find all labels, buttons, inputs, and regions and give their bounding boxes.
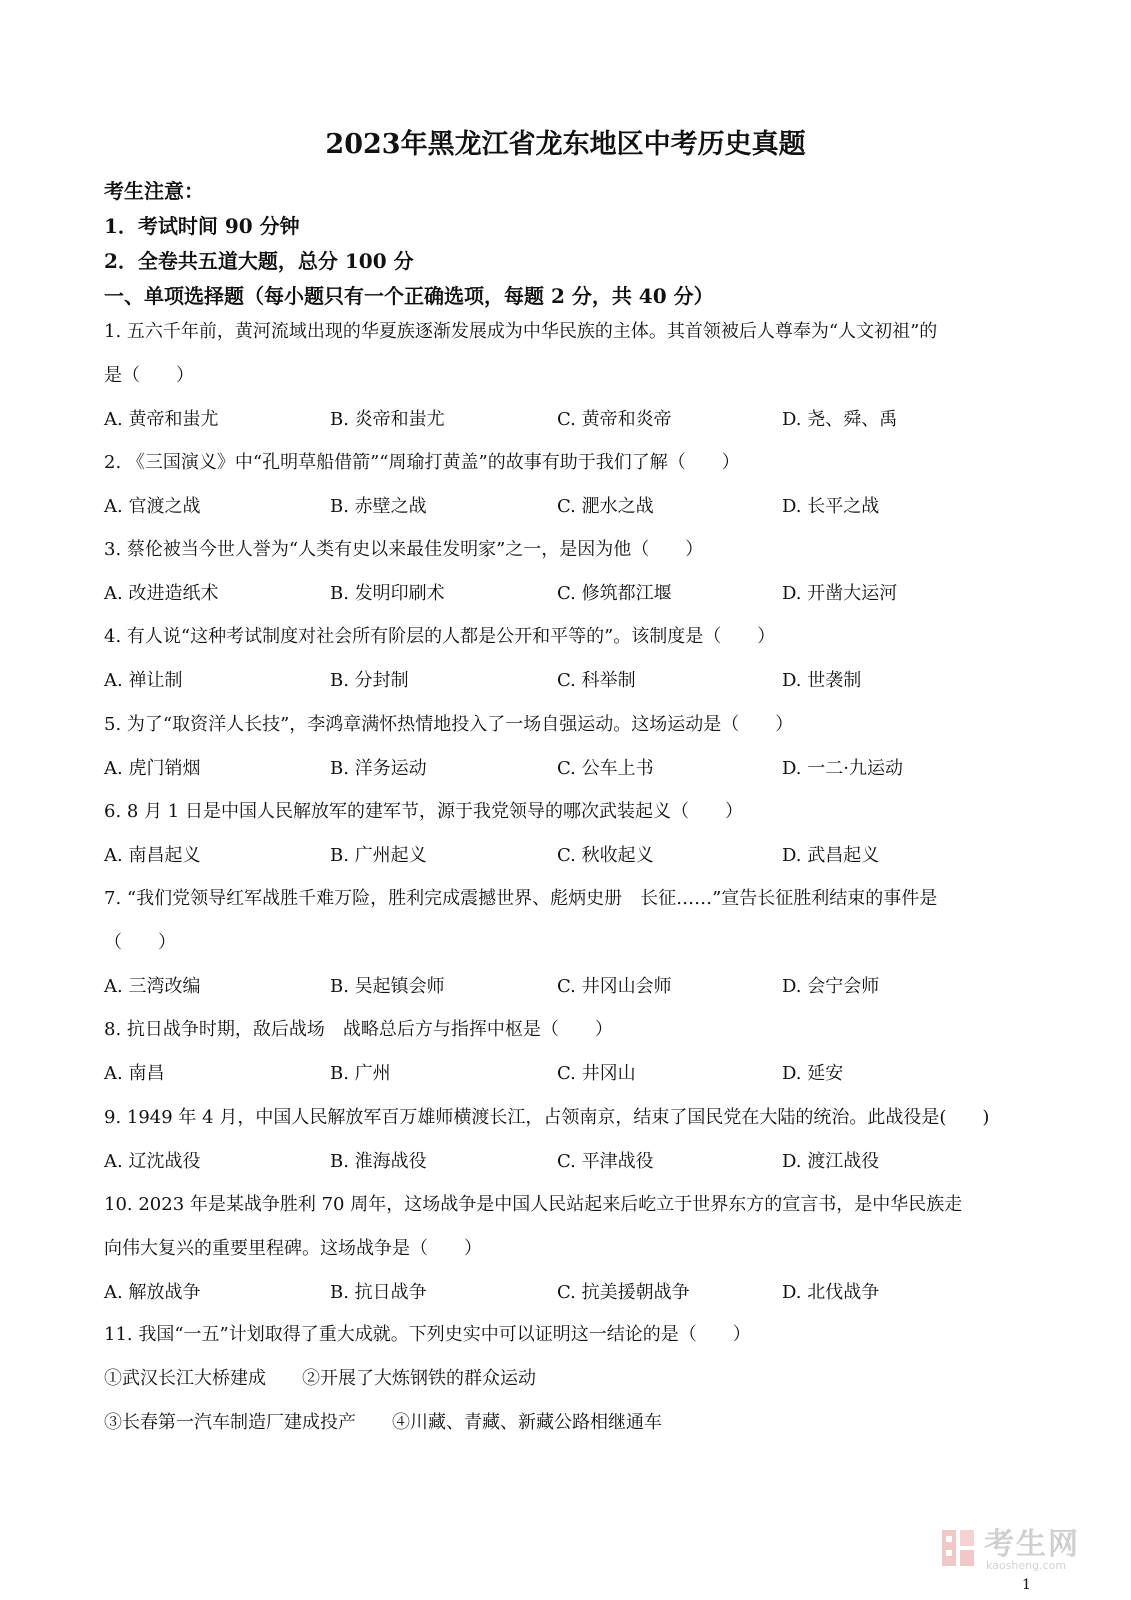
question-2-line-1: 2. 《三国演义》中“孔明草船借箭”“周瑜打黄盖”的故事有助于我们了解（ ） [104, 452, 740, 473]
question-7-option-c: C. 井冈山会师 [557, 976, 672, 997]
question-10-option-a: A. 解放战争 [104, 1282, 201, 1303]
question-6-line-1: 6. 8 月 1 日是中国人民解放军的建军节，源于我党领导的哪次武装起义（ ） [104, 801, 743, 822]
section-heading: 一、单项选择题（每小题只有一个正确选项，每题 2 分，共 40 分） [104, 284, 714, 308]
question-1-line-2: 是（ ） [104, 365, 194, 386]
question-4-option-d: D. 世袭制 [782, 670, 862, 691]
question-5-option-d: D. 一二·九运动 [782, 758, 903, 779]
question-6-option-d: D. 武昌起义 [782, 845, 880, 866]
question-2-option-d: D. 长平之战 [782, 496, 880, 517]
question-8-option-c: C. 井冈山 [557, 1063, 636, 1084]
question-8-line-1: 8. 抗日战争时期，敌后战场 战略总后方与指挥中枢是（ ） [104, 1019, 613, 1040]
question-5-line-1: 5. 为了“取资洋人长技”，李鸿章满怀热情地投入了一场自强运动。这场运动是（ ） [104, 714, 794, 735]
notice-heading: 考生注意： [104, 179, 204, 203]
question-5-option-b: B. 洋务运动 [330, 758, 427, 779]
question-4-option-b: B. 分封制 [330, 670, 409, 691]
question-3-option-a: A. 改进造纸术 [104, 583, 219, 604]
question-11-statements-3-4: ③长春第一汽车制造厂建成投产 ④川藏、青藏、新藏公路相继通车 [104, 1412, 662, 1433]
page-number: 1 [1022, 1577, 1031, 1593]
question-7-option-a: A. 三湾改编 [104, 976, 201, 997]
question-11-statements-1-2: ①武汉长江大桥建成 ②开展了大炼钢铁的群众运动 [104, 1368, 536, 1389]
question-7-option-d: D. 会宁会师 [782, 976, 880, 997]
question-9-line-1: 9. 1949 年 4 月，中国人民解放军百万雄师横渡长江，占领南京，结束了国民党在大陆的统治。此战役是( ) [104, 1107, 990, 1128]
question-6-option-b: B. 广州起义 [330, 845, 427, 866]
question-9-option-c: C. 平津战役 [557, 1151, 654, 1172]
watermark [940, 1528, 1110, 1574]
question-8-option-b: B. 广州 [330, 1063, 391, 1084]
question-3-option-c: C. 修筑都江堰 [557, 583, 672, 604]
question-9-option-b: B. 淮海战役 [330, 1151, 427, 1172]
question-4-line-1: 4. 有人说“这种考试制度对社会所有阶层的人都是公开和平等的”。该制度是（ ） [104, 626, 776, 647]
question-10-option-c: C. 抗美援朝战争 [557, 1282, 690, 1303]
question-9-option-d: D. 渡江战役 [782, 1151, 880, 1172]
question-3-option-b: B. 发明印刷术 [330, 583, 445, 604]
question-1-option-c: C. 黄帝和炎帝 [557, 409, 672, 430]
notice-item-score: 2．全卷共五道大题，总分 100 分 [104, 249, 414, 273]
question-3-line-1: 3. 蔡伦被当今世人誉为“人类有史以来最佳发明家”之一，是因为他（ ） [104, 539, 704, 560]
question-2-option-b: B. 赤壁之战 [330, 496, 427, 517]
question-5-option-c: C. 公车上书 [557, 758, 654, 779]
question-9-option-a: A. 辽沈战役 [104, 1151, 201, 1172]
question-10-option-b: B. 抗日战争 [330, 1282, 427, 1303]
question-6-option-a: A. 南昌起义 [104, 845, 201, 866]
question-5-option-a: A. 虎门销烟 [104, 758, 201, 779]
watermark-site: kaosheng.com [986, 1559, 1067, 1572]
question-10-line-1: 10. 2023 年是某战争胜利 70 周年，这场战争是中国人民站起来后屹立于世界东方的宣言书，是中华民族走 [104, 1194, 963, 1215]
question-4-option-a: A. 禅让制 [104, 670, 183, 691]
kaosheng-logo-icon [940, 1528, 976, 1568]
question-4-option-c: C. 科举制 [557, 670, 636, 691]
question-10-line-2: 向伟大复兴的重要里程碑。这场战争是（ ） [104, 1238, 482, 1259]
watermark-name: 考生网 [984, 1527, 1080, 1562]
question-11-line-1: 11. 我国“一五”计划取得了重大成就。下列史实中可以证明这一结论的是（ ） [104, 1324, 751, 1345]
page-title: 2023年黑龙江省龙东地区中考历史真题 [325, 129, 806, 160]
question-10-option-d: D. 北伐战争 [782, 1282, 880, 1303]
question-6-option-c: C. 秋收起义 [557, 845, 654, 866]
notice-item-time: 1．考试时间 90 分钟 [104, 214, 300, 238]
question-7-option-b: B. 吴起镇会师 [330, 976, 445, 997]
question-1-option-d: D. 尧、舜、禹 [782, 409, 898, 430]
question-1-line-1: 1. 五六千年前，黄河流域出现的华夏族逐渐发展成为中华民族的主体。其首领被后人尊奉为“人文初祖”的 [104, 321, 938, 342]
question-2-option-c: C. 淝水之战 [557, 496, 654, 517]
question-3-option-d: D. 开凿大运河 [782, 583, 898, 604]
question-8-option-a: A. 南昌 [104, 1063, 165, 1084]
question-2-option-a: A. 官渡之战 [104, 496, 201, 517]
question-8-option-d: D. 延安 [782, 1063, 844, 1084]
question-1-option-b: B. 炎帝和蚩尤 [330, 409, 445, 430]
question-7-line-1: 7. “我们党领导红军战胜千难万险，胜利完成震撼世界、彪炳史册 长征……”宣告长征胜利结束的事件是 [104, 888, 938, 909]
question-1-option-a: A. 黄帝和蚩尤 [104, 409, 219, 430]
question-7-line-2: （ ） [104, 932, 176, 953]
